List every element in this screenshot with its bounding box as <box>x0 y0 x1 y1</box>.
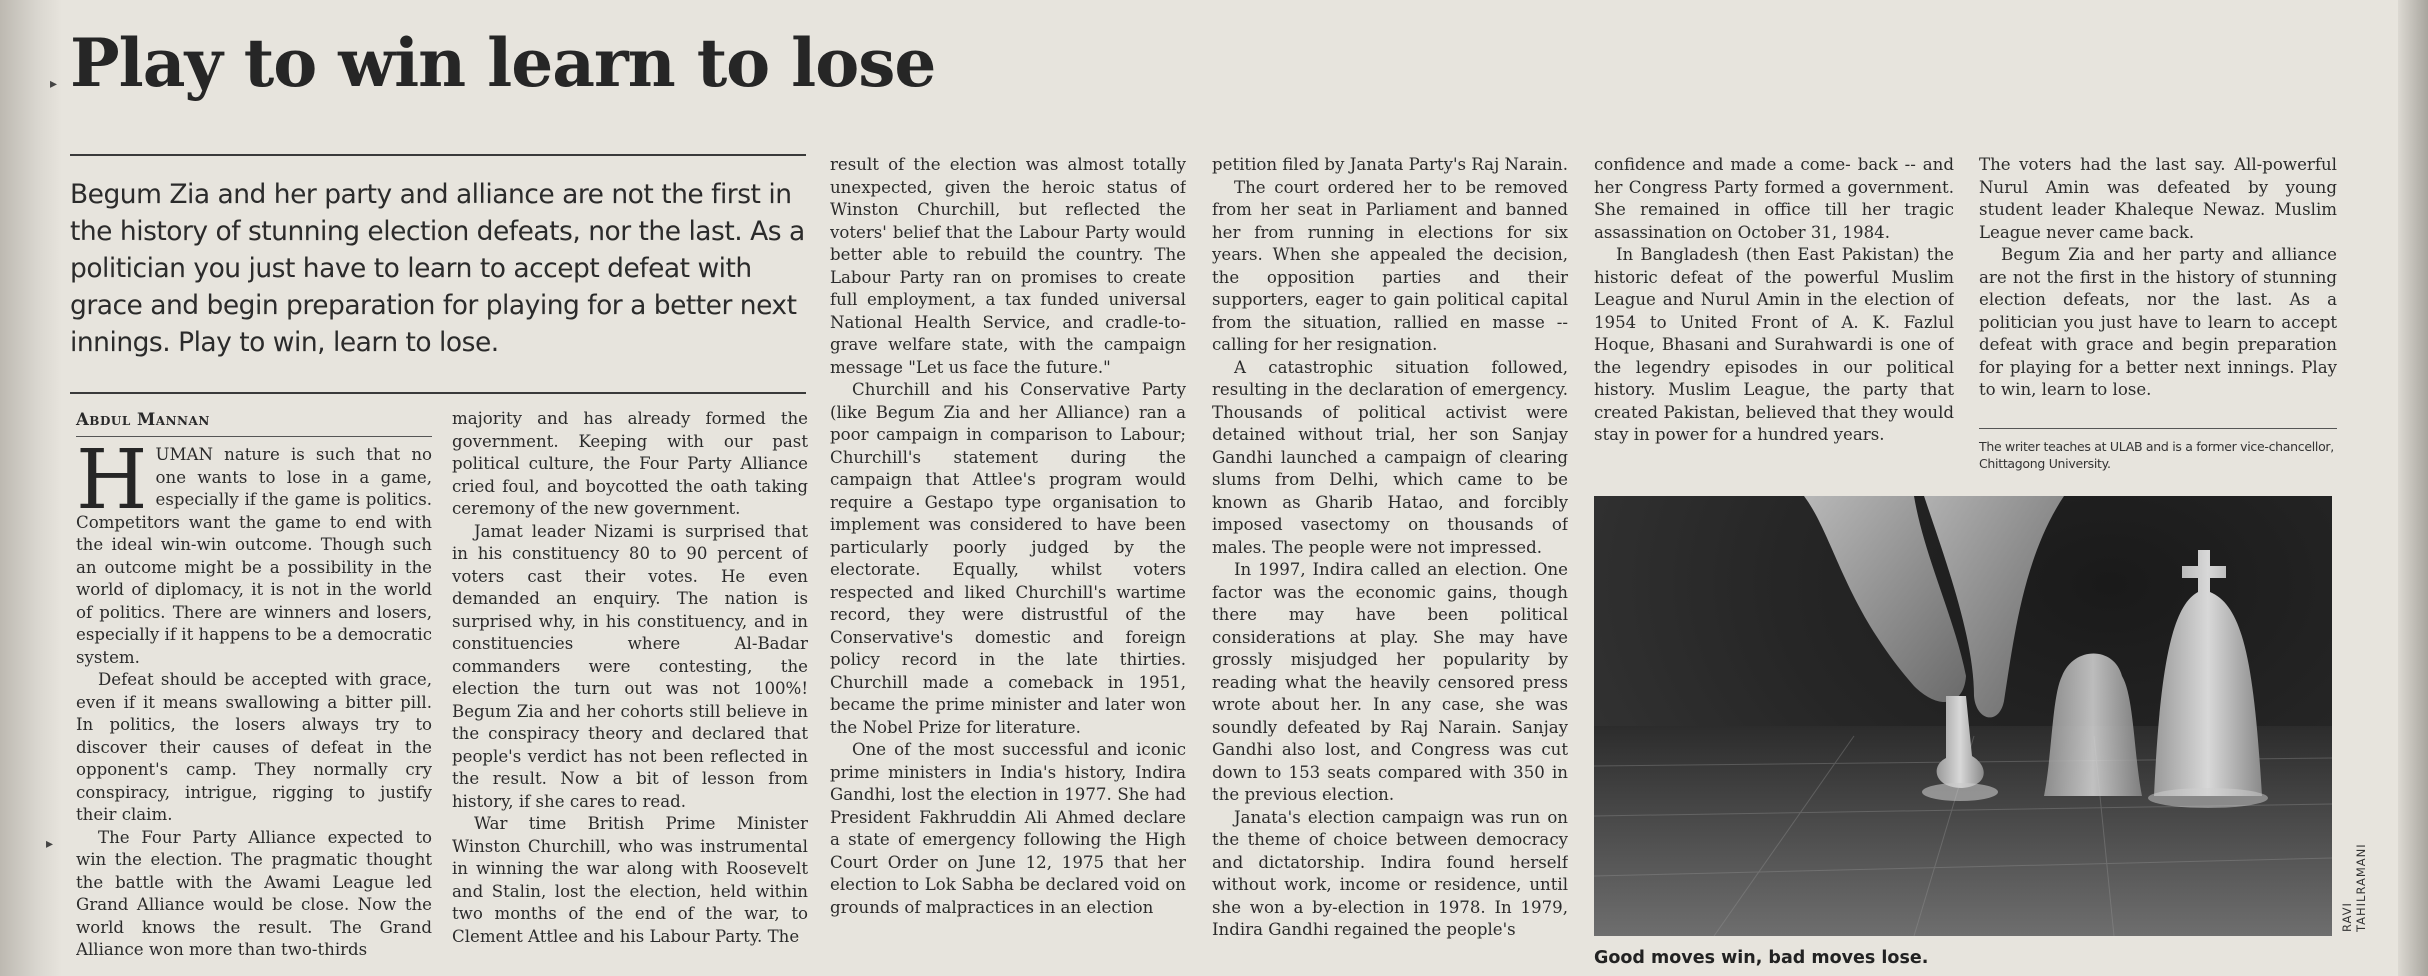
photo-credit: RAVI TAHILRAMANI <box>2340 843 2368 932</box>
paragraph: petition filed by Janata Party's Raj Narain. <box>1212 155 1568 174</box>
paragraph: In Bangladesh (then East Pakistan) the historic defeat of the powerful Muslim League and Nurul Amin in the election of 1954 to United Front of A. K. Fazlul Hoque, Bhasani and Surahwardi is one of the legendry episodes in our political history. Muslim League, the party that created Pakistan, believed that they would stay in power for a hundred years. <box>1594 245 1954 444</box>
paragraph: Begum Zia and her party and alliance are not the first in the history of stunning election defeats, nor the last. As a politician you just have to learn to accept defeat with grace and begin preparation for playing for a better next innings. Play to win, learn to lose. <box>1979 245 2337 399</box>
article-column-5 <box>1594 154 1954 484</box>
byline-rule <box>76 436 432 437</box>
writer-note: The writer teaches at ULAB and is a former vice-chancellor, Chittagong University. <box>1979 439 2334 471</box>
paragraph: The Four Party Alliance expected to win the election. The pragmatic thought the battle with the Awami League led Grand Alliance would be close. Now the world knows the result. The Grand Alliance won more than two-thirds <box>76 827 432 959</box>
paragraph: Jamat leader Nizami is surprised that in his constituency 80 to 90 percent of voters cast their votes. He even demanded an enquiry. The nation is surprised why, in his constituency, and in constituencies where Al-Badar commanders were contesting, the election the turn out was not 100%! Begum Zia and her cohorts still believe in the conspiracy theory and declared that people's verdict has not been reflected in the result. Now a bit of lesson from history, if she cares to read. <box>452 521 808 811</box>
deck-bottom-rule <box>70 392 806 394</box>
article-column-3 <box>830 154 1186 970</box>
paragraph: The court ordered her to be removed from her seat in Parliament and banned her from running in elections for six years. When she appealed the decision, the opposition parties and their supporters, eager to gain political capital from the situation, rallied en masse -- calling for her resignation. <box>1212 177 1568 354</box>
paragraph: The voters had the last say. All-powerful Nurul Amin was defeated by young student leader Khaleque Newaz. Muslim League never came back. <box>1979 155 2337 242</box>
page-gutter-right <box>2398 0 2428 976</box>
paragraph: majority and has already formed the government. Keeping with our past political culture, the Four Party Alliance cried foul, and boycotted the oath taking ceremony of the new government. <box>452 409 808 518</box>
paragraph: One of the most successful and iconic prime ministers in India's history, Indira Gandhi, lost the election in 1977. She had President Fakhruddin Ali Ahmed declare a state of emergency following the High Court Order on June 12, 1975 that her election to Lok Sabha be declared void on grounds of malpractices in an election <box>830 740 1186 917</box>
article-column-4 <box>1212 154 1568 970</box>
article-headline: Play to win learn to lose <box>70 24 936 102</box>
writer-note-rule <box>1979 428 2337 429</box>
paragraph: confidence and made a come- back -- and her Congress Party formed a government. She remained in office till her tragic assassination on October 31, 1984. <box>1594 155 1954 242</box>
article-column-6 <box>1979 154 2337 426</box>
article-column-1 <box>76 444 432 970</box>
chess-photo <box>1594 496 2332 936</box>
paragraph: result of the election was almost totally unexpected, given the heroic status of Winston Churchill, but reflected the voters' belief that the Labour Party would better able to rebuild the country. The Labour Party ran on promises to create full employment, a tax funded universal National Health Service, and cradle-to-grave welfare state, with the campaign message "Let us face the future." <box>830 155 1186 377</box>
page-gutter-left <box>0 0 62 976</box>
binding-mark-lower: ▸ <box>46 836 54 852</box>
binding-mark: ▸ <box>50 76 58 92</box>
article-deck: Begum Zia and her party and alliance are not the first in the history of stunning election defeats, nor the last. As a politician you just have to learn to accept defeat with grace and begin preparation for playing for a better next innings. Play to win, learn to lose. <box>70 179 805 358</box>
byline: Abdul Mannan <box>76 410 210 429</box>
paragraph: UMAN nature is such that no one wants to lose in a game, especially if the game is politics. Competitors want the game to end with the ideal win-win outcome. Though such an outcome might be a possibility in the world of diplomacy, it is not in the world of politics. There are winners and losers, especially if it happens to be a democratic system. <box>76 445 432 667</box>
paragraph: In 1997, Indira called an election. One factor was the economic gains, though there may have been political considerations at play. She may have grossly misjudged her popularity by reading what the heavily censored press wrote about her. In any case, she was soundly defeated by Raj Narain. Sanjay Gandhi also lost, and Congress was cut down to 153 seats compared with 350 in the previous election. <box>1212 560 1568 804</box>
paragraph: Churchill and his Conservative Party (like Begum Zia and her Alliance) ran a poor campaign in comparison to Labour; Churchill's statement during the campaign that Attlee's program would require a Gestapo type organisation to implement was considered to have been particularly poorly judged by the electorate. Equally, whilst voters respected and liked Churchill's wartime record, they were distrustful of the Conservative's domestic and foreign policy record in the late thirties. Churchill made a comeback in 1951, became the prime minister and later won the Nobel Prize for literature. <box>830 380 1186 737</box>
drop-cap: H <box>76 444 148 528</box>
paragraph: Defeat should be accepted with grace, even if it means swallowing a bitter pill. In politics, the losers always try to discover their causes of defeat in the opponent's camp. They normally cry conspiracy, intrigue, rigging to justify their claim. <box>76 670 432 824</box>
paragraph: A catastrophic situation followed, resulting in the declaration of emergency. Thousands of political activist were detained without trial, her son Sanjay Gandhi launched a campaign of clearing slums from Delhi, which came to be known as Gharib Hatao, and forcibly imposed vasectomy on thousands of males. The people were not impressed. <box>1212 357 1568 557</box>
paragraph: Janata's election campaign was run on the theme of choice between democracy and dictatorship. Indira found herself without work, income or residence, until she won a by-election in 1978. In 1979, Indira Gandhi regained the people's <box>1212 807 1568 939</box>
paragraph: War time British Prime Minister Winston Churchill, who was instrumental in winning the war along with Roosevelt and Stalin, lost the election, held within two months of the end of the war, to Clement Attlee and his Labour Party. The <box>452 814 808 946</box>
deck-top-rule <box>70 154 806 156</box>
photo-caption: Good moves win, bad moves lose. <box>1594 948 1929 968</box>
chess-illustration <box>1594 496 2332 936</box>
article-column-2 <box>452 408 808 970</box>
